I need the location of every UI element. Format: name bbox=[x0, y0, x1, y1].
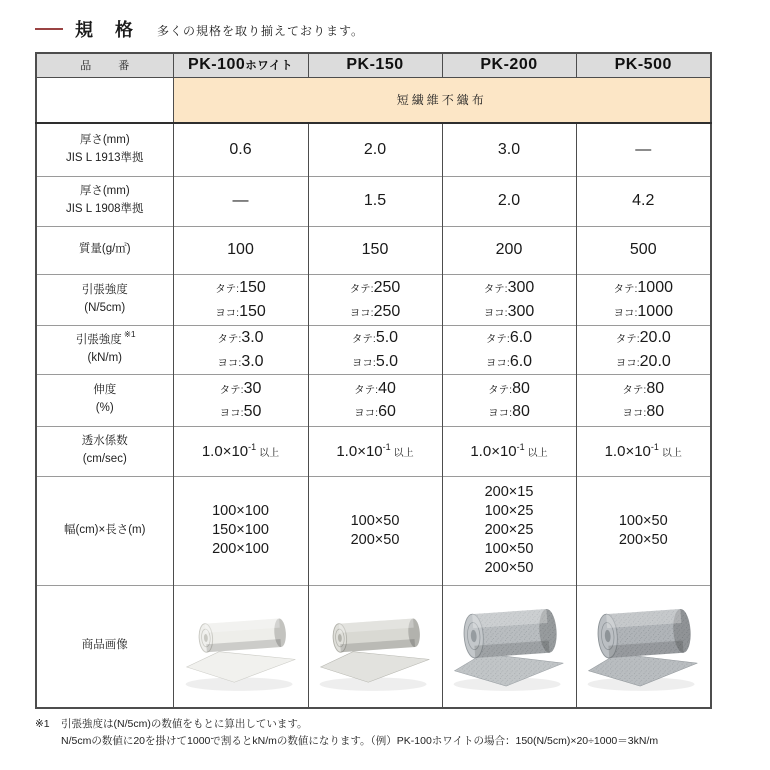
material-band-empty-cell bbox=[36, 77, 173, 123]
direction-prefix: タテ: bbox=[622, 383, 647, 396]
direction-number: 3.0 bbox=[241, 352, 264, 370]
sci-exponent: -1 bbox=[248, 441, 257, 452]
sci-suffix: 以上 bbox=[259, 447, 280, 459]
spec-value-cell bbox=[442, 585, 576, 708]
direction-number: 60 bbox=[378, 403, 396, 420]
size-item: 150×100 bbox=[212, 522, 269, 539]
direction-prefix: ヨコ: bbox=[485, 356, 510, 369]
direction-number: 1000 bbox=[637, 302, 673, 320]
size-item: 200×50 bbox=[618, 531, 668, 548]
direction-number: 6.0 bbox=[509, 329, 533, 347]
spec-row-3 bbox=[36, 274, 711, 325]
size-item: 200×25 bbox=[484, 522, 534, 539]
spec-value-cell bbox=[576, 325, 711, 374]
direction-number: 250 bbox=[373, 302, 401, 320]
size-item: 200×50 bbox=[350, 531, 400, 548]
spec-value-cell: 2.0 bbox=[442, 176, 576, 226]
corner-header-cell: 品 番 bbox=[36, 53, 173, 77]
row-label bbox=[36, 374, 173, 426]
spec-row-2 bbox=[36, 226, 711, 274]
sci-suffix: 以上 bbox=[661, 447, 682, 459]
spec-value-cell: 4.2 bbox=[576, 176, 711, 226]
size-item: 200×15 bbox=[484, 484, 534, 501]
yoko-value bbox=[443, 300, 576, 323]
spec-value-cell bbox=[173, 476, 308, 585]
section-title: 規 格 bbox=[75, 20, 135, 40]
direction-number: 300 bbox=[507, 279, 535, 297]
pk-100-roll-image bbox=[179, 594, 303, 698]
spec-value-cell bbox=[308, 374, 442, 426]
product-header-pk-150 bbox=[308, 53, 442, 77]
size-item: 100×100 bbox=[212, 503, 269, 520]
size-list bbox=[309, 512, 442, 550]
direction-number: 300 bbox=[507, 302, 535, 320]
spec-row-4 bbox=[36, 325, 711, 374]
spec-value-cell bbox=[576, 274, 711, 325]
direction-number: 80 bbox=[646, 403, 665, 420]
footnote-marker: ※1 bbox=[35, 718, 50, 730]
direction-prefix: ヨコ: bbox=[349, 306, 374, 319]
direction-prefix: タテ: bbox=[615, 333, 640, 346]
direction-prefix: タテ: bbox=[219, 383, 244, 396]
direction-number: 250 bbox=[373, 279, 401, 297]
direction-number: 3.0 bbox=[241, 329, 264, 347]
direction-number: 20.0 bbox=[639, 352, 671, 370]
spec-value-cell: 100 bbox=[173, 226, 308, 274]
yoko-value bbox=[443, 350, 576, 373]
direction-prefix: ヨコ: bbox=[622, 407, 647, 419]
row-label bbox=[36, 123, 173, 176]
size-item: 200×100 bbox=[212, 540, 269, 557]
direction-number: 30 bbox=[243, 379, 262, 397]
row-label-line: 引張強度 bbox=[81, 283, 128, 296]
product-name: PK-150 bbox=[346, 56, 404, 74]
direction-prefix: タテ: bbox=[354, 383, 379, 396]
tate-value bbox=[174, 377, 308, 400]
spec-row-8 bbox=[36, 585, 711, 708]
row-label bbox=[36, 274, 173, 325]
direction-prefix: タテ: bbox=[485, 333, 510, 346]
yoko-value bbox=[309, 300, 442, 323]
tate-value bbox=[443, 377, 576, 400]
row-label bbox=[36, 585, 173, 708]
direction-number: 50 bbox=[243, 403, 262, 420]
direction-number: 20.0 bbox=[639, 329, 671, 347]
row-label-line: 質量(g/㎡) bbox=[78, 243, 131, 256]
spec-row-0 bbox=[36, 123, 711, 176]
sci-suffix: 以上 bbox=[527, 447, 548, 459]
yoko-value bbox=[309, 350, 442, 373]
tate-value bbox=[577, 377, 711, 400]
spec-value-cell: 150 bbox=[308, 226, 442, 274]
sci-exponent: -1 bbox=[382, 441, 391, 452]
direction-number: 80 bbox=[512, 403, 530, 420]
spec-value-cell bbox=[576, 426, 711, 476]
size-list bbox=[443, 483, 576, 577]
spec-value-cell bbox=[442, 426, 576, 476]
yoko-value bbox=[577, 350, 711, 373]
sci-exponent: -1 bbox=[650, 441, 659, 452]
spec-value-cell bbox=[442, 274, 576, 325]
spec-value-cell bbox=[308, 426, 442, 476]
spec-value-cell bbox=[173, 374, 308, 426]
spec-value-cell bbox=[442, 325, 576, 374]
product-name: PK-200 bbox=[480, 56, 538, 74]
spec-value-cell bbox=[576, 476, 711, 585]
direction-prefix: ヨコ: bbox=[217, 356, 242, 369]
size-item: 100×50 bbox=[484, 540, 534, 557]
size-list bbox=[174, 502, 308, 559]
direction-prefix: ヨコ: bbox=[215, 306, 240, 319]
spec-value-cell: 200 bbox=[442, 226, 576, 274]
footnote bbox=[35, 716, 658, 751]
spec-value-cell bbox=[173, 426, 308, 476]
material-band-row bbox=[36, 77, 711, 123]
direction-number: 5.0 bbox=[375, 352, 399, 370]
row-label-line: 厚さ(mm) bbox=[79, 185, 130, 198]
direction-number: 5.0 bbox=[375, 329, 399, 347]
footnote-line-1: 引張強度は(N/5cm)の数値をもとに算出しています。 bbox=[61, 718, 308, 730]
spec-row-5 bbox=[36, 374, 711, 426]
sci-mantissa: 1.0×10 bbox=[336, 442, 383, 460]
product-header-pk-100 bbox=[173, 53, 308, 77]
material-band-cell: 短繊維不織布 bbox=[173, 77, 711, 123]
permeability-value bbox=[202, 443, 279, 460]
direction-prefix: ヨコ: bbox=[483, 306, 508, 319]
yoko-value bbox=[577, 400, 711, 423]
direction-prefix: ヨコ: bbox=[488, 407, 513, 419]
direction-number: 40 bbox=[378, 379, 396, 397]
spec-value-cell: 0.6 bbox=[173, 123, 308, 176]
accent-line bbox=[35, 28, 63, 30]
product-name: PK-500 bbox=[614, 56, 672, 74]
footnote-line-2: N/5cmの数値に20を掛けて1000で割るとkN/mの数値になります。（例）PK-100ホワイトの場合：150(N/5cm)×20÷1000＝3kN/m bbox=[61, 735, 659, 748]
spec-value-cell bbox=[308, 585, 442, 708]
spec-value-cell: 2.0 bbox=[308, 123, 442, 176]
row-label-line: 伸度 bbox=[93, 384, 117, 397]
footnote-ref: ※1 bbox=[123, 328, 136, 339]
pk-500-roll-image bbox=[581, 594, 705, 698]
spec-value-cell bbox=[308, 476, 442, 585]
row-label-line: JIS L 1913準拠 bbox=[65, 151, 144, 164]
row-label-line: 厚さ(mm) bbox=[79, 133, 130, 146]
spec-row-1 bbox=[36, 176, 711, 226]
yoko-value bbox=[174, 350, 308, 373]
direction-prefix: タテ: bbox=[613, 283, 638, 296]
spec-value-cell: — bbox=[173, 176, 308, 226]
spec-value-cell: 500 bbox=[576, 226, 711, 274]
row-label bbox=[36, 325, 173, 374]
spec-value-cell: 1.5 bbox=[308, 176, 442, 226]
spec-value-cell bbox=[173, 585, 308, 708]
yoko-value bbox=[174, 400, 308, 423]
row-label-line: (kN/m) bbox=[87, 351, 122, 364]
row-label-line: 透水係数 bbox=[81, 435, 128, 448]
tate-value bbox=[309, 276, 442, 299]
row-label-line: (N/5cm) bbox=[84, 301, 126, 314]
permeability-value bbox=[605, 443, 682, 460]
size-item: 100×50 bbox=[350, 512, 400, 529]
permeability-value bbox=[470, 443, 547, 460]
direction-number: 80 bbox=[646, 379, 665, 397]
tate-value bbox=[309, 377, 442, 400]
spec-value-cell bbox=[442, 476, 576, 585]
spec-row-6 bbox=[36, 426, 711, 476]
spec-value-cell bbox=[173, 325, 308, 374]
row-label-line: (cm/sec) bbox=[82, 453, 127, 465]
yoko-value bbox=[443, 400, 576, 423]
tate-value bbox=[577, 276, 711, 299]
footnote-lines bbox=[61, 716, 658, 751]
table-header-row bbox=[36, 53, 711, 77]
spec-value-cell bbox=[308, 325, 442, 374]
product-name-suffix: ホワイト bbox=[245, 60, 293, 73]
product-header-pk-500 bbox=[576, 53, 711, 77]
row-label-line: 引張強度 $^{※1}$ bbox=[75, 328, 136, 346]
direction-prefix: タテ: bbox=[488, 383, 513, 396]
product-name: PK-100 bbox=[188, 56, 246, 74]
tate-value bbox=[174, 276, 308, 299]
yoko-value bbox=[577, 300, 711, 323]
direction-prefix: ヨコ: bbox=[615, 356, 640, 369]
sci-mantissa: 1.0×10 bbox=[470, 442, 517, 460]
direction-prefix: ヨコ: bbox=[354, 407, 379, 419]
spec-value-cell bbox=[173, 274, 308, 325]
tate-value bbox=[309, 326, 442, 349]
tate-value bbox=[577, 326, 711, 349]
product-header-pk-200 bbox=[442, 53, 576, 77]
direction-prefix: タテ: bbox=[215, 283, 240, 296]
spec-value-cell bbox=[576, 374, 711, 426]
direction-number: 6.0 bbox=[509, 352, 533, 370]
tate-value bbox=[443, 326, 576, 349]
sci-exponent: -1 bbox=[516, 441, 525, 452]
permeability-value bbox=[336, 443, 413, 460]
spec-value-cell bbox=[576, 585, 711, 708]
direction-number: 80 bbox=[512, 379, 530, 397]
spec-value-cell bbox=[308, 274, 442, 325]
spec-value-cell: 3.0 bbox=[442, 123, 576, 176]
direction-number: 150 bbox=[239, 279, 266, 297]
row-label bbox=[36, 226, 173, 274]
sci-suffix: 以上 bbox=[393, 447, 414, 459]
spec-value-cell: — bbox=[576, 123, 711, 176]
row-label-line: 幅(cm)×長さ(m) bbox=[64, 523, 146, 536]
pk-150-roll-image bbox=[313, 594, 437, 698]
direction-prefix: ヨコ: bbox=[219, 407, 244, 419]
direction-prefix: ヨコ: bbox=[613, 306, 638, 319]
yoko-value bbox=[309, 400, 442, 423]
spec-table bbox=[35, 52, 712, 709]
section-subtitle: 多くの規格を取り揃えております。 bbox=[157, 24, 365, 38]
row-label-line: 商品画像 bbox=[81, 639, 128, 652]
size-item: 200×50 bbox=[484, 559, 534, 576]
row-label bbox=[36, 426, 173, 476]
tate-value bbox=[443, 276, 576, 299]
row-label-line: (%) bbox=[95, 402, 114, 414]
direction-number: 150 bbox=[239, 302, 266, 320]
row-label bbox=[36, 476, 173, 585]
spec-value-cell bbox=[442, 374, 576, 426]
spec-row-7 bbox=[36, 476, 711, 585]
spec-table-grid bbox=[35, 52, 712, 709]
direction-prefix: タテ: bbox=[483, 283, 508, 296]
direction-prefix: タテ: bbox=[349, 283, 374, 296]
tate-value bbox=[174, 326, 308, 349]
size-item: 100×50 bbox=[618, 512, 668, 529]
direction-prefix: タテ: bbox=[351, 333, 376, 346]
row-label-line: JIS L 1908準拠 bbox=[65, 203, 144, 215]
yoko-value bbox=[174, 300, 308, 323]
row-label bbox=[36, 176, 173, 226]
direction-number: 1000 bbox=[637, 279, 673, 297]
sci-mantissa: 1.0×10 bbox=[604, 442, 651, 460]
direction-prefix: ヨコ: bbox=[351, 356, 376, 369]
pk-200-roll-image bbox=[447, 594, 571, 698]
size-list bbox=[577, 512, 711, 550]
direction-prefix: タテ: bbox=[217, 333, 242, 346]
section-header bbox=[35, 16, 364, 42]
sci-mantissa: 1.0×10 bbox=[201, 442, 249, 460]
size-item: 100×25 bbox=[484, 503, 534, 520]
